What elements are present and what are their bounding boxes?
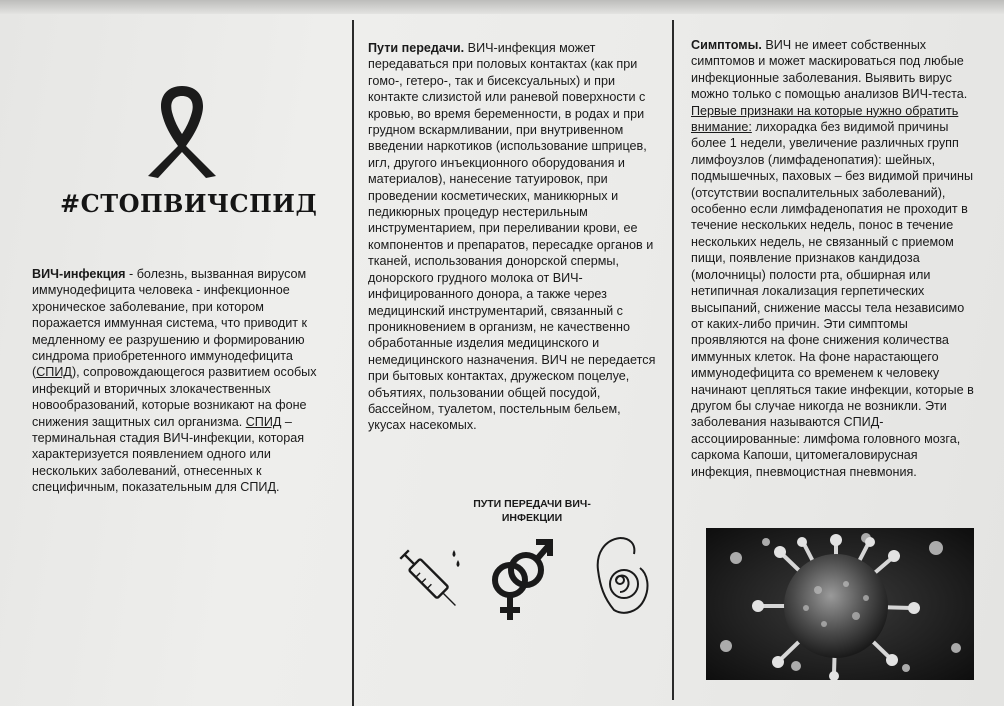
- intro-text-3: – терминальная стадия ВИЧ-инфекции, которая характеризуется появлением одного или нескольких заболеваний, отнесенных к специфичным, показательным для СПИД.: [32, 414, 305, 495]
- awareness-ribbon-icon: [140, 82, 224, 180]
- spid-link-1: СПИД: [36, 365, 72, 380]
- routes-title: ПУТИ ПЕРЕДАЧИ ВИЧ-ИНФЕКЦИИ: [473, 498, 591, 524]
- syringe-icon: [396, 540, 464, 620]
- transmission-heading: Пути передачи.: [368, 41, 465, 55]
- gender-symbols-icon: [486, 532, 556, 624]
- hashtag-title: #СТОПВИЧСПИД: [60, 189, 318, 218]
- symptoms-text-2: лихорадка без видимой причины более 1 недели, увеличение различных групп лимфоузлов (лимфаденопатия): шейных, подмышечных, паховых – без видимой причины (отсутствии воспалительных заболеваний), особенно если лимфаденопатия не проходит в течение нескольких недель, понос в течение нескольких недель, не связанный с приемом пищи, появление признаков кандидоза (молочницы) полости рта, обширная или нетипичная локализация герпетических высыпаний, снижение массы тела независимо от каких-либо причин. Эти симптомы проявляются на фоне снижения количества иммунных клеток. На фоне нарастающего иммунодефицита со временем к человеку начинают цепляться такие инфекции, которые в другом бы случае никогда не возникли. Эти заболевания называются СПИД-ассоциированные: лимфома головного мозга, саркома Капоши, цитомегаловирусная инфекция, пневмоцистная пневмония.: [691, 120, 974, 479]
- fold-line-right: [672, 20, 674, 700]
- intro-text-1: - болезнь, вызванная вирусом иммунодефицита человека - инфекционное хроническое заболевание, при котором поражается иммунная система, что приводит к медленному ее разрушению и формированию синдрома приобретенного иммунодефицита (: [32, 267, 308, 380]
- transmission-text: ВИЧ-инфекция может передаваться при половых контактах (как при гомо-, гетеро-, так и бисексуальных) и при контакте слизистой или раневой поверхности с кровью, во время беременности, в родах и при грудном вскармливании, при внутривенном введении наркотиков (использование шприцев, игл, другого инъекционного оборудования и материалов), нанесение татуировок, при проведении косметических, маникюрных и педикюрных процедур нестерильным инструментарием, при переливании крови, ее компонентов и препаратов, пересадке органов и тканей, использования донорской спермы, донорского грудного молока от ВИЧ-инфицированного донора, а также через медицинский инструментарий, связанный с проникновением в организм, не качественно обработанные изделия медицинского и немедицинского назначения. ВИЧ не передается при бытовых контактах, дружеском поцелуе, объятиях, пользовании общей посудой, бассейном, туалетом, постельным бельем, укусах насекомых.: [368, 41, 656, 433]
- term-hiv: ВИЧ-инфекция: [32, 267, 126, 281]
- first-signs-underlined: Первые признаки на которые нужно обратить внимание:: [691, 103, 959, 135]
- fold-line-left: [352, 20, 354, 706]
- spid-link-2: СПИД: [245, 414, 282, 429]
- intro-column: [32, 266, 328, 496]
- symptoms-column: [691, 37, 979, 480]
- intro-text-2: ), сопровождающегося развитием особых инфекций и вторичных злокачественных новообразований, которые возникают на фоне снижения защитных сил организма.: [32, 365, 317, 429]
- symptoms-text-1: ВИЧ не имеет собственных симптомов и может маскироваться под любые инфекционные заболевания. Выявить вирус можно только с помощью анализов ВИЧ-теста.: [691, 38, 968, 102]
- page-shadow-edge: [0, 0, 1004, 14]
- symptoms-heading: Симптомы.: [691, 38, 762, 52]
- transmission-column: [368, 40, 658, 434]
- pregnancy-icon: [590, 534, 654, 618]
- virus-image: [706, 528, 974, 680]
